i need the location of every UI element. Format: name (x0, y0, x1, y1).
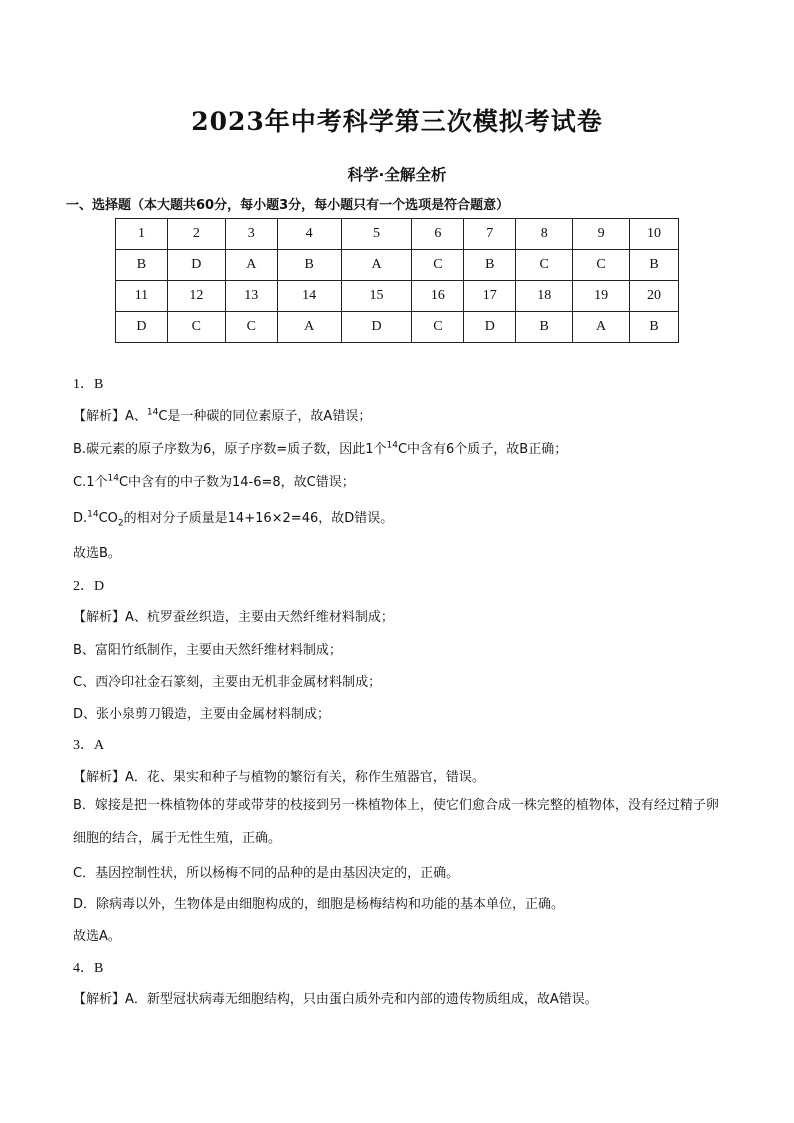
table-cell: 16 (412, 281, 464, 312)
table-cell: A (277, 312, 341, 343)
table-row (116, 219, 679, 250)
table-cell: A (341, 250, 412, 281)
section-heading: 一、选择题（本大题共60分，每小题3分，每小题只有一个选项是符合题意） (66, 198, 510, 213)
table-cell: 6 (412, 219, 464, 250)
table-cell: B (464, 250, 516, 281)
question-number: 1．B (73, 377, 104, 392)
table-cell: A (573, 312, 630, 343)
table-cell: 17 (464, 281, 516, 312)
table-cell: 15 (341, 281, 412, 312)
table-cell: 5 (341, 219, 412, 250)
table-cell: 18 (516, 281, 573, 312)
table-cell: D (116, 312, 168, 343)
table-cell: 4 (277, 219, 341, 250)
table-cell: 11 (116, 281, 168, 312)
table-cell: C (573, 250, 630, 281)
answer-table (115, 218, 679, 343)
analysis-line: D．除病毒以外，生物体是由细胞构成的，细胞是杨梅结构和功能的基本单位，正确。 (73, 897, 565, 912)
table-cell: 12 (167, 281, 225, 312)
table-cell: D (341, 312, 412, 343)
table-row (116, 281, 679, 312)
table-cell: 8 (516, 219, 573, 250)
table-cell: 20 (630, 281, 679, 312)
table-cell: 3 (225, 219, 277, 250)
table-cell: C (412, 312, 464, 343)
page-subtitle: 科学·全解全析 (347, 166, 447, 184)
analysis-line: D、张小泉剪刀锻造，主要由金属材料制成； (73, 707, 331, 722)
table-row (116, 312, 679, 343)
table-cell: D (464, 312, 516, 343)
table-cell: C (225, 312, 277, 343)
table-cell: B (630, 312, 679, 343)
table-cell: B (516, 312, 573, 343)
table-cell: B (116, 250, 168, 281)
analysis-line: C、西冷印社金石篆刻，主要由无机非金属材料制成； (73, 675, 382, 690)
analysis-line: 故选A。 (73, 929, 121, 944)
table-cell: B (277, 250, 341, 281)
analysis-line: 【解析】A．花、果实和种子与植物的繁衍有关，称作生殖器官，错误。 (73, 770, 485, 785)
analysis-line: 故选B。 (73, 546, 121, 561)
table-cell: A (225, 250, 277, 281)
table-cell: 2 (167, 219, 225, 250)
analysis-line: 【解析】A、$^{14}$C是一种碳的同位素原子，故A错误； (73, 407, 372, 424)
analysis-line: B.碳元素的原子序数为6，原子序数=质子数，因此1个$^{14}$C中含有6个质子，故B正确； (73, 440, 568, 457)
table-cell: 10 (630, 219, 679, 250)
table-cell: 13 (225, 281, 277, 312)
table-cell: 14 (277, 281, 341, 312)
table-cell: 7 (464, 219, 516, 250)
question-number: 4．B (73, 961, 104, 976)
analysis-line: B．嫁接是把一株植物体的芽或带芽的枝接到另一株植物体上，使它们愈合成一株完整的植物体，没有经过精子卵细胞的结合，属于无性生殖，正确。 (73, 798, 719, 846)
table-row (116, 250, 679, 281)
table-cell: 19 (573, 281, 630, 312)
analysis-line: B、富阳竹纸制作，主要由天然纤维材料制成； (73, 643, 342, 658)
page-title: 2023年中考科学第三次模拟考试卷 (191, 107, 603, 136)
table-cell: 1 (116, 219, 168, 250)
question-number: 2．D (73, 579, 105, 594)
analysis-line: $D.^{14}CO_2$的相对分子质量是14+16×2=46，故D错误。 (73, 509, 394, 529)
analysis-line: C.1个$^{14}$C中含有的中子数为14-6=8，故C错误； (73, 473, 355, 490)
analysis-line: C．基因控制性状，所以杨梅不同的品种的是由基因决定的，正确。 (73, 866, 460, 881)
table-cell: 9 (573, 219, 630, 250)
table-cell: B (630, 250, 679, 281)
table-cell: C (412, 250, 464, 281)
table-cell: C (167, 312, 225, 343)
analysis-line: 【解析】A．新型冠状病毒无细胞结构，只由蛋白质外壳和内部的遗传物质组成，故A错误。 (73, 992, 598, 1007)
table-cell: D (167, 250, 225, 281)
question-number: 3．A (73, 738, 105, 753)
table-cell: C (516, 250, 573, 281)
analysis-line: 【解析】A、杭罗蚕丝织造，主要由天然纤维材料制成； (73, 610, 394, 625)
